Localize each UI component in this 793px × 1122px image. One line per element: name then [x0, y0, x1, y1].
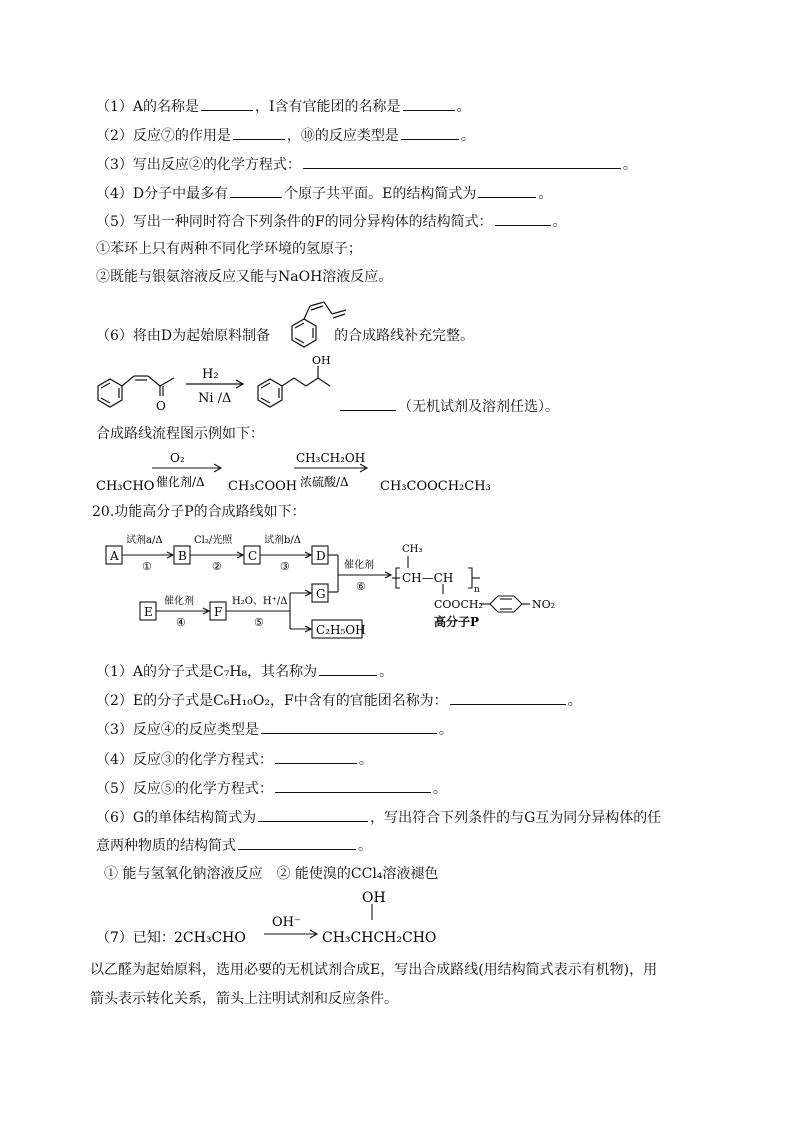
q20-part2-text-a: （2）E的分子式是C₆H₁₀O₂，F中含有的官能团名称为： — [96, 693, 448, 709]
reagent-ni: Ni /Δ — [198, 391, 232, 406]
reagent-3: 试剂b/Δ — [264, 535, 301, 546]
step-3: ③ — [280, 560, 290, 573]
hydroxyl-oh-label: OH — [312, 354, 331, 367]
example-route — [90, 448, 510, 496]
q19-route-tail — [338, 397, 559, 416]
answer-blank[interactable] — [261, 720, 437, 734]
step-1: ① — [142, 560, 152, 573]
reagent-1: 试剂a/Δ — [126, 535, 163, 546]
answer-blank[interactable] — [495, 212, 551, 226]
q19-part1-text-a: （1）A的名称是 — [96, 99, 200, 115]
route-tail-text: （无机试剂及溶剂任选）。 — [398, 399, 559, 415]
q19-part2-text-a: （2）反应⑦的作用是 — [96, 128, 231, 144]
q20-part6b — [96, 836, 372, 855]
answer-blank[interactable] — [340, 397, 396, 411]
answer-blank[interactable] — [233, 126, 285, 140]
q20-part1-text-a: （1）A的分子式是C₇H₈，其名称为 — [96, 664, 318, 680]
reagent-2: Cl₂/光照 — [194, 535, 233, 546]
example-a1-bottom: 催化剂/Δ — [156, 475, 205, 489]
q19-part6-text-b: 的合成路线补充完整。 — [334, 328, 475, 344]
q19-part4-text-b: 个原子共平面。E的结构简式为 — [284, 186, 477, 202]
q19-part6-text-a: （6）将由D为起始原料制备 — [96, 328, 271, 344]
q20-part5-text-a: （5）反应⑤的化学方程式： — [96, 781, 273, 797]
example-title: 合成路线流程图示例如下： — [96, 426, 264, 442]
compound-a: A — [110, 549, 119, 563]
q20-synthesis-scheme — [100, 530, 600, 655]
answer-blank[interactable] — [319, 662, 377, 676]
part7-product: CH₃CHCH₂CHO — [322, 930, 437, 946]
q19-part5 — [96, 212, 567, 231]
answer-blank[interactable] — [401, 126, 459, 140]
q19-part3 — [96, 155, 637, 174]
q19-part1-text-b: ，I含有官能团的名称是 — [255, 99, 401, 115]
q20-part6a-text-b: ，写出符合下列条件的与G互为同分异构体的任 — [370, 810, 662, 826]
example-s2: CH₃COOH — [228, 479, 298, 494]
q19-part3-text-a: （3）写出反应②的化学方程式： — [96, 157, 301, 173]
q19-condition-2: ②既能与银氨溶液反应又能与NaOH溶液反应。 — [96, 269, 393, 285]
answer-blank[interactable] — [238, 836, 356, 850]
reagent-h2: H₂ — [202, 367, 219, 382]
step-6: ⑥ — [356, 580, 366, 593]
carbonyl-o-label: O — [156, 399, 166, 413]
compound-e: E — [144, 605, 153, 619]
methyl-label: CH₃ — [402, 544, 423, 555]
product-label: 高分子P — [434, 615, 480, 629]
compound-f: F — [214, 605, 223, 619]
answer-blank[interactable] — [478, 184, 536, 198]
q20-part8-line2: 箭头表示转化关系，箭头上注明试剂和反应条件。 — [90, 991, 398, 1007]
q20-part6a-text-a: （6）G的单体结构简式为 — [96, 810, 257, 826]
q20-part4 — [96, 750, 373, 769]
part7-reactant: 2CH₃CHO — [174, 930, 246, 946]
example-a2-bottom: 浓硫酸/Δ — [300, 475, 349, 489]
q20-title: 20.功能高分子P的合成路线如下： — [92, 504, 306, 520]
q20-part3-text-b: 。 — [438, 722, 453, 738]
answer-blank[interactable] — [275, 750, 357, 764]
q19-condition-1: ①苯环上只有两种不同化学环境的氢原子； — [96, 241, 362, 257]
example-a1-top: O₂ — [170, 451, 185, 465]
answer-blank[interactable] — [258, 808, 368, 822]
q20-conditions: ① 能与氢氧化钠溶液反应 ② 能使溴的CCl₄溶液褪色 — [104, 866, 439, 882]
q20-part1 — [96, 662, 393, 681]
q19-part2-text-c: 。 — [460, 128, 475, 144]
q19-part5-text-a: （5）写出一种同时符合下列条件的F的同分异构体的结构简式： — [96, 214, 493, 230]
q20-part6b-text-b: 。 — [358, 838, 372, 854]
q20-part2-text-b: 。 — [567, 693, 582, 709]
example-a2-top: CH₃CH₂OH — [296, 451, 366, 465]
q20-part2 — [96, 691, 582, 710]
part7-oh: OH — [362, 890, 386, 906]
answer-blank[interactable] — [403, 97, 455, 111]
compound-g: G — [316, 587, 326, 601]
q20-part4-text-b: 。 — [358, 752, 373, 768]
nitro-group: NO₂ — [532, 598, 556, 611]
answer-blank[interactable] — [230, 184, 282, 198]
reagent-6: 催化剂 — [344, 560, 374, 571]
q20-part5-text-b: 。 — [432, 781, 447, 797]
q19-part3-text-b: 。 — [622, 157, 637, 173]
q20-part7-reaction — [90, 890, 470, 950]
reagent-5: H₂O、H⁺/Δ — [232, 596, 288, 607]
example-s3: CH₃COOCH₂CH₃ — [380, 479, 491, 494]
target-structure-diene — [280, 292, 360, 352]
compound-c: C — [248, 549, 258, 563]
reagent-4: 催化剂 — [164, 596, 194, 607]
polymer-chain: CH—CH — [402, 571, 454, 585]
q20-part3 — [96, 720, 453, 739]
q19-part5-text-b: 。 — [552, 214, 567, 230]
step-4: ④ — [176, 616, 186, 629]
q19-part1 — [96, 97, 471, 116]
q20-part3-text-a: （3）反应④的反应类型是 — [96, 722, 259, 738]
q19-part2 — [96, 126, 475, 145]
q19-part2-text-b: ，⑩的反应类型是 — [286, 128, 399, 144]
q20-part6a — [96, 808, 661, 827]
q19-part4-text-a: （4）D分子中最多有 — [96, 186, 229, 202]
step-5: ⑤ — [254, 616, 264, 629]
compound-b: B — [178, 549, 187, 563]
compound-ethanol: C₂H₅OH — [316, 623, 366, 637]
q20-part8-line1: 以乙醛为起始原料，选用必要的无机试剂合成E，写出合成路线(用结构简式表示有机物)，用 — [90, 962, 658, 978]
step-2: ② — [212, 560, 222, 573]
example-s1: CH₃CHO — [96, 479, 155, 494]
q19-part4 — [96, 184, 552, 203]
answer-blank[interactable] — [450, 691, 566, 705]
q20-part6b-text-a: 意两种物质的结构简式 — [96, 838, 236, 854]
compound-d: D — [316, 549, 326, 563]
part7-catalyst: OH⁻ — [272, 915, 301, 930]
q19-part1-text-c: 。 — [456, 99, 471, 115]
answer-blank[interactable] — [275, 779, 431, 793]
ester-group: COOCH₂ — [434, 598, 483, 611]
q20-part5 — [96, 779, 447, 798]
degree-n: n — [474, 585, 480, 595]
q20-part4-text-a: （4）反应③的化学方程式： — [96, 752, 273, 768]
answer-blank[interactable] — [201, 97, 253, 111]
q19-part4-text-c: 。 — [538, 186, 553, 202]
answer-blank[interactable] — [303, 155, 621, 169]
q20-part1-text-b: 。 — [379, 664, 394, 680]
part7-label: （7）已知： — [96, 930, 175, 946]
